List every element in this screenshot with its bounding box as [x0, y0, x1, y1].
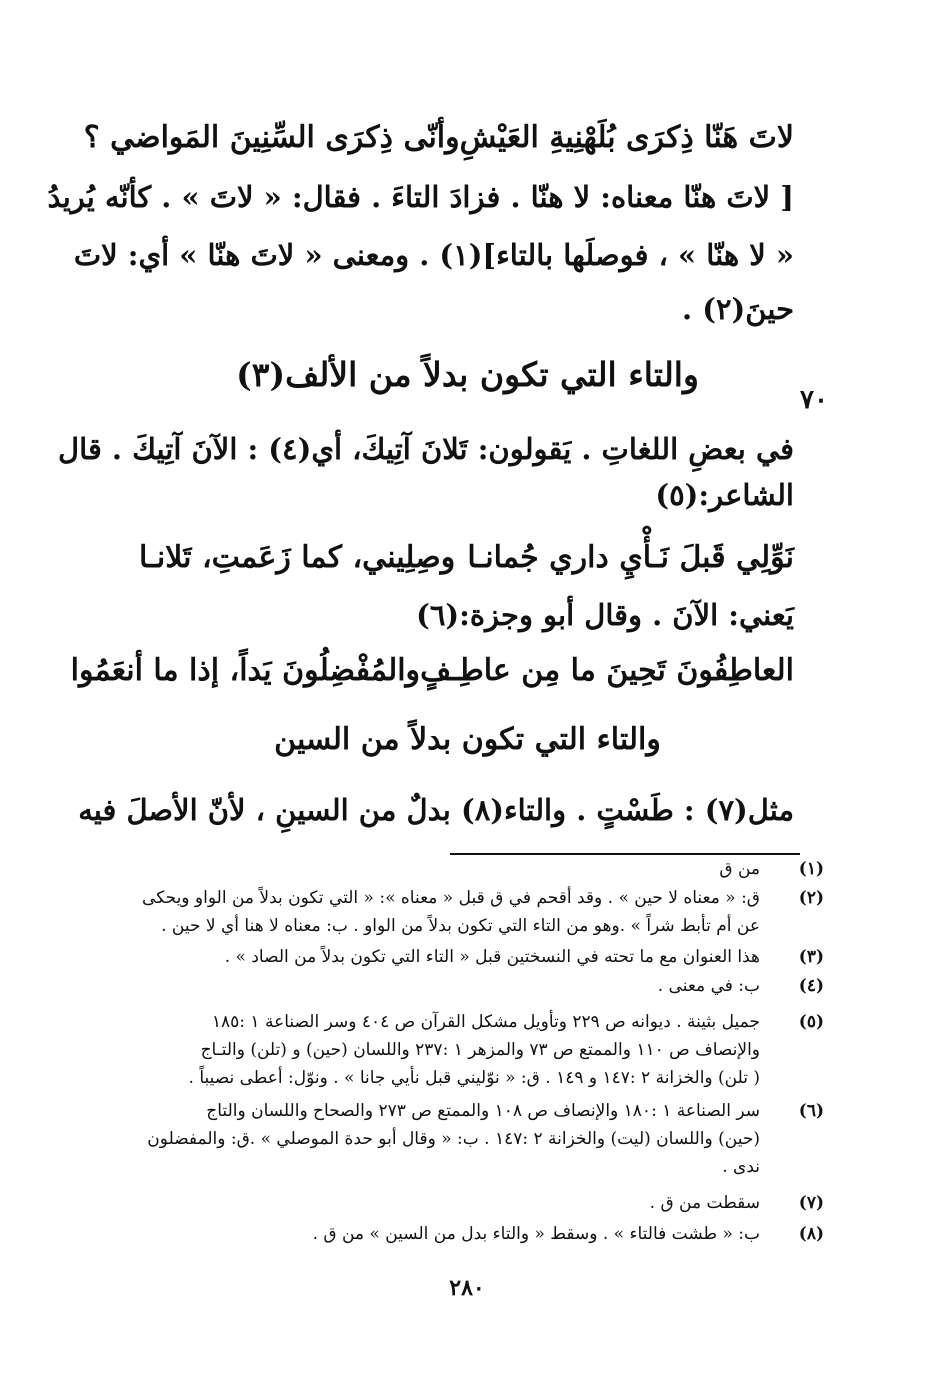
- verse-line-1: [83, 120, 794, 155]
- footnote: [134, 1008, 824, 1092]
- footnote-text: سقطت من ق .: [649, 1193, 760, 1213]
- verse-line-3: [70, 653, 794, 688]
- margin-number: ٧٠: [800, 385, 828, 415]
- footnote-number: (٧): [798, 1193, 824, 1213]
- verse-line-2: [139, 540, 794, 575]
- footnote-number: (٤): [798, 976, 824, 996]
- paragraph-line: [ لاتَ هنّا معناه: لا هنّا . فزادَ التاءَ . فقال: « لاتَ » . كأنّه يُريدُ: [47, 180, 794, 214]
- footnote-number: (٥): [798, 1012, 824, 1032]
- footnote-text: ندى .: [722, 1157, 760, 1177]
- paragraph-line: في بعضِ اللغاتِ . يَقولون: تَلانَ آتِيكَ، أي(٤) : الآنَ آتِيكَ . قال: [58, 432, 794, 466]
- footnote: [134, 1189, 824, 1217]
- verse-first-hemistich: العاطِفُونَ تَحِينَ ما مِن عاطِـفٍ: [420, 653, 794, 688]
- footnote-text: عن أم تأبط شراً » .وهو من التاء التي تكون بدلاً من الواو . ب: معناه لا هنا أي لا حين .: [161, 916, 760, 936]
- footnote-text: ( تلن) والخزانة ٢ :١٤٧ و ١٤٩ . ق: « نوّليني قبل نأيي جانا » . ونوّل: أعطى نصيباً .: [188, 1068, 760, 1088]
- paragraph-line: يَعني: الآنَ . وقال أبو وجزة:(٦): [416, 598, 794, 632]
- verse-first-hemistich: لاتَ هَنّا ذِكرَى بُلَهْنِيةِ العَيْشِ: [459, 120, 794, 155]
- footnote-text: (حين) واللسان (ليت) والخزانة ٢ :١٤٧ . ب: « وقال أبو حدة الموصلي » .ق: والمفضلون: [147, 1129, 760, 1149]
- footnote: [134, 1220, 824, 1248]
- footnote-number: (٨): [798, 1224, 824, 1244]
- footnote-number: (٢): [798, 888, 824, 908]
- footnote: [134, 855, 824, 883]
- paragraph-line: « لا هنّا » ، فوصلَها بالتاء](١) . ومعنى « لاتَ هنّا » أي: لاتَ: [73, 238, 794, 272]
- paragraph-line: مثل(٧) : طَسْتٍ . والتاء(٨) بدلٌ من السينِ ، لأنّ الأصلَ فيه: [78, 793, 794, 827]
- verse-second-hemistich: والمُفْضِلُونَ يَداً، إذا ما أنعَمُوا: [70, 653, 421, 688]
- page-number: ٢٨٠: [449, 1275, 485, 1301]
- section-heading: والتاء التي تكون بدلاً من الألف(٣): [236, 355, 699, 394]
- footnote: [134, 1097, 824, 1181]
- footnote-text: ب: في معنى .: [657, 976, 760, 996]
- verse-first-hemistich: نَوِّلِي قَبلَ نَـأْيِ داري جُمانـا: [467, 540, 794, 575]
- footnote-number: (١): [798, 859, 824, 879]
- verse-second-hemistich: وصِلِيني، كما زَعَمتِ، تَلانـا: [139, 540, 456, 575]
- footnote: [134, 884, 824, 940]
- paragraph-line: حينَ(٢) .: [682, 292, 794, 326]
- footnote-text: ق: « معناه لا حين » . وقد أقحم في ق قبل « معناه »: « التي تكون بدلاً من الواو ويحكى: [142, 888, 760, 908]
- footnote: [134, 972, 824, 1000]
- footnote: [134, 943, 824, 971]
- footnote-number: (٦): [798, 1101, 824, 1121]
- footnote-text: من ق: [719, 859, 760, 879]
- footnote-text: والإنصاف ص ١١٠ والممتع ص ٧٣ والمزهر ١ :٢٣٧ واللسان (حين) و (تلن) والتـاج: [200, 1040, 760, 1060]
- verse-second-hemistich: وأنّى ذِكرَى السِّنِينَ المَواضي ؟: [83, 120, 460, 155]
- footnote-text: ب: « طشت فالتاء » . وسقط « والتاء بدل من السين » من ق .: [312, 1224, 760, 1244]
- paragraph-line: الشاعر:(٥): [655, 478, 794, 512]
- section-heading: والتاء التي تكون بدلاً من السين: [274, 722, 661, 757]
- footnote-number: (٣): [798, 947, 824, 967]
- footnote-text: جميل بثينة . ديوانه ص ٢٢٩ وتأويل مشكل القرآن ص ٤٠٤ وسر الصناعة ١ :١٨٥: [211, 1012, 760, 1032]
- footnote-text: هذا العنوان مع ما تحته في النسختين قبل « التاء التي تكون بدلاً من الصاد » .: [224, 947, 760, 967]
- footnote-text: سر الصناعة ١ :١٨٠ والإنصاف ص ١٠٨ والممتع ص ٢٧٣ والصحاح واللسان والتاج: [206, 1101, 760, 1121]
